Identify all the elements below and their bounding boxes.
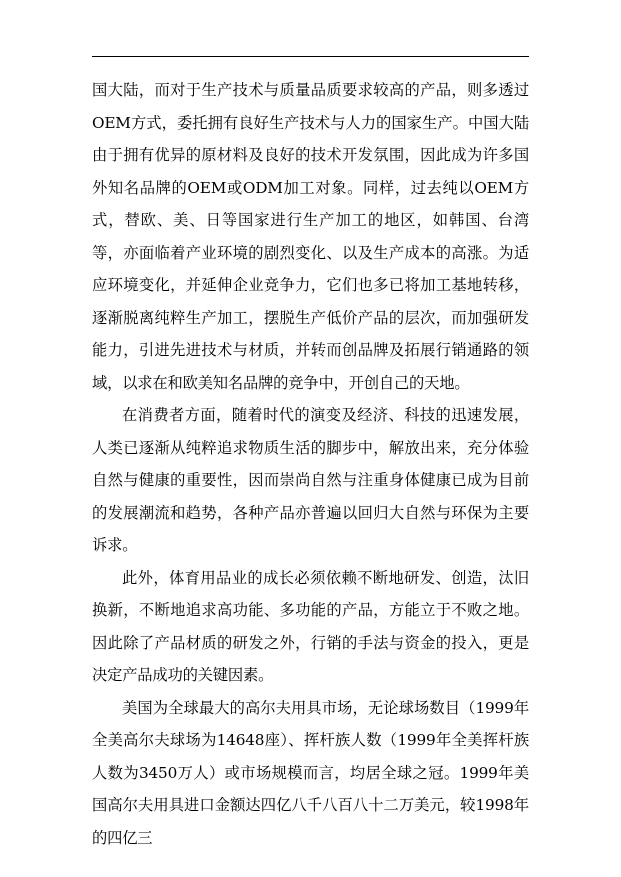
paragraph-oem-continuation: 国大陆，而对于生产技术与质量品质要求较高的产品，则多透过OEM方式，委托拥有良好生产技术与人力的国家生产。中国大陆由于拥有优异的原材料及良好的技术开发氛围，因此成为许多国外知名品牌的OEM或ODM加工对象。同样，过去纯以OEM方式，替欧、美、日等国家进行生产加工的地区，如韩国、台湾等，亦面临着产业环境的剧烈变化、以及生产成本的高涨。为适应环境变化，并延伸企业竞争力，它们也多已将加工基地转移，逐渐脱离纯粹生产加工，摆脱生产低价产品的层次，而加强研发能力，引进先进技术与材质，并转而创品牌及拓展行销通路的领域，以求在和欧美知名品牌的竞争中，开创自己的天地。 (92, 81, 529, 392)
header-rule (92, 56, 529, 57)
paragraph-consumer-trends: 在消费者方面，随着时代的演变及经济、科技的迅速发展，人类已逐渐从纯粹追求物质生活的脚步中，解放出来，充分体验自然与健康的重要性，因而崇尚自然与注重身体健康已成为目前的发展潮流和趋势，各种产品亦普遍以回归大自然与环保为主要诉求。 (92, 406, 529, 554)
paragraph-us-golf-market: 美国为全球最大的高尔夫用具市场，无论球场数目（1999年全美高尔夫球场为14648座）、挥杆族人数（1999年全美挥杆族人数为3450万人）或市场规模而言，均居全球之冠。1999年美国高尔夫用具进口金额达四亿八千八百八十二万美元，较1998年的四亿三 (92, 698, 529, 847)
document-body (92, 74, 529, 854)
paragraph-product-innovation: 此外，体育用品业的成长必须依赖不断地研发、创造，汰旧换新，不断地追求高功能、多功能的产品，方能立于不败之地。因此除了产品材质的研发之外，行销的手法与资金的投入，更是决定产品成功的关键因素。 (92, 568, 529, 684)
